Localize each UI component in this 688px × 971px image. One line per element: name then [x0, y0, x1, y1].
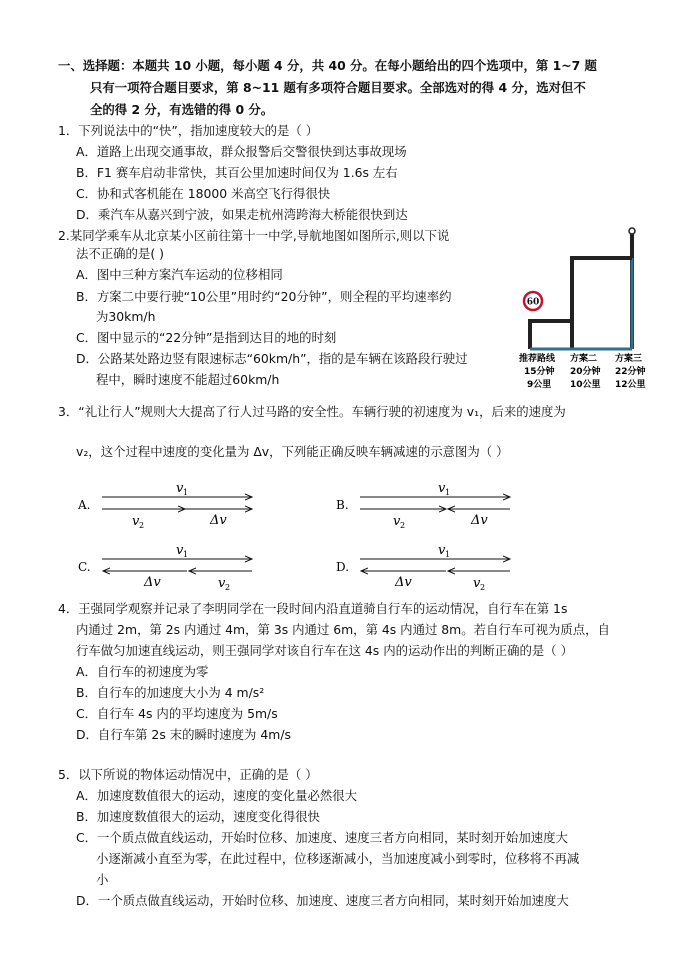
question-5-stem: 5．以下所说的物体运动情况中，正确的是（ ） — [58, 767, 318, 782]
option-b-label: B. — [336, 498, 349, 512]
option-c-v2-sub: 2 — [225, 583, 231, 592]
route-1-path — [530, 321, 572, 349]
question-3-diagrams — [70, 476, 630, 596]
option-d-v1-label: v — [438, 543, 446, 558]
navigation-map-figure — [515, 222, 675, 394]
option-d-v1-sub: 1 — [445, 550, 451, 559]
option-a-v1-sub: 1 — [183, 488, 189, 497]
route-3-time: 22分钟 — [615, 367, 646, 377]
question-3-stem-line1: 3．“礼让行人”规则大大提高了行人过马路的安全性。车辆行驶的初速度为 v₁，后来的速度为 — [58, 404, 566, 419]
question-2-option-b-line2: 为30km/h — [96, 309, 156, 324]
question-2-option-c: C．图中显示的“22分钟”是指到达目的地的时刻 — [76, 330, 337, 345]
route-1-distance: 9公里 — [527, 380, 552, 390]
question-4-stem-line2: 内通过 2m，第 2s 内通过 4m，第 3s 内通过 6m，第 4s 内通过 8m。若自行车可视为质点，自 — [76, 622, 610, 637]
route-1-time: 15分钟 — [524, 367, 555, 377]
option-a-v1-label: v — [176, 481, 184, 496]
question-2-option-d-line2: 程中，瞬时速度不能超过60km/h — [96, 372, 280, 387]
section-header-line1: 一、选择题：本题共 10 小题，每小题 4 分，共 40 分。在每小题给出的四个选项中，第 1~7 题 — [58, 58, 597, 73]
question-4-stem-line1: 4．王强同学观察并记录了李明同学在一段时间内沿直道骑自行车的运动情况，自行车在第 1s — [58, 601, 568, 616]
option-c-v1-label: v — [176, 543, 184, 558]
section-header-line2: 只有一项符合题目要求，第 8~11 题有多项符合题目要求。全部选对的得 4 分，选对但不 — [90, 80, 586, 95]
option-c-v2-label: v — [218, 576, 226, 591]
question-5-option-c-line3: 小 — [96, 872, 109, 887]
option-d-v2-sub: 2 — [480, 583, 486, 592]
question-5-option-b: B．加速度数值很大的运动，速度变化得很快 — [76, 809, 320, 824]
question-4-option-a: A．自行车的初速度为零 — [76, 664, 209, 679]
question-5-option-c-line2: 小逐渐减小直至为零，在此过程中，位移逐渐减小，当加速度减小到零时，位移将不再减 — [96, 851, 580, 866]
option-d-dv-label: Δv — [395, 575, 412, 590]
question-2-stem-line2: 法不正确的是( ) — [76, 246, 164, 261]
route-3-distance: 12公里 — [615, 380, 646, 390]
option-b-v2-sub: 2 — [400, 521, 406, 530]
question-2-option-d-line1: D．公路某处路边竖有限速标志“60km/h”，指的是车辆在该路段行驶过 — [76, 351, 468, 366]
question-1-stem: 1．下列说法中的“快”，指加速度较大的是（ ） — [58, 123, 319, 138]
route-2-distance: 10公里 — [570, 380, 601, 390]
route-2-path — [572, 258, 632, 349]
question-5-option-c-line1: C．一个质点做直线运动，开始时位移、加速度、速度三者方向相同，某时刻开始加速度大 — [76, 830, 568, 845]
option-b-dv-label: Δv — [471, 513, 488, 528]
option-c-label: C. — [78, 560, 91, 574]
option-b-v2-label: v — [393, 514, 401, 529]
question-4-option-d: D．自行车第 2s 末的瞬时速度为 4m/s — [76, 727, 291, 742]
option-d-label: D. — [336, 560, 350, 574]
option-b-v1-sub: 1 — [445, 488, 451, 497]
route-2-name: 方案二 — [570, 354, 598, 364]
question-3-stem-line2: v₂，这个过程中速度的变化量为 Δv，下列能正确反映车辆减速的示意图为（ ） — [76, 444, 509, 459]
option-c-v1-sub: 1 — [183, 550, 189, 559]
option-a-dv-label: Δv — [210, 513, 227, 528]
option-a-v2-label: v — [132, 514, 140, 529]
question-4-option-c: C．自行车 4s 内的平均速度为 5m/s — [76, 706, 278, 721]
route-2-time: 20分钟 — [570, 367, 601, 377]
question-4-stem-line3: 行车做匀加速直线运动，则王强同学对该自行车在这 4s 内的运动作出的判断正确的是（ ） — [76, 643, 573, 658]
section-header-line3: 全的得 2 分，有选错的得 0 分。 — [90, 102, 274, 117]
option-c-dv-label: Δv — [144, 575, 161, 590]
question-2-option-a: A．图中三种方案汽车运动的位移相同 — [76, 267, 283, 282]
destination-marker — [629, 228, 635, 234]
option-a-v2-sub: 2 — [139, 521, 145, 530]
question-5-option-d: D．一个质点做直线运动，开始时位移、加速度、速度三者方向相同，某时刻开始加速度大 — [76, 893, 569, 908]
option-a-label: A. — [78, 498, 91, 512]
question-1-option-a: A．道路上出现交通事故，群众报警后交警很快到达事故现场 — [76, 144, 407, 159]
question-1-option-b: B．F1 赛车启动非常快，其百公里加速时间仅为 1.6s 左右 — [76, 165, 398, 180]
question-4-option-b: B．自行车的加速度大小为 4 m/s² — [76, 685, 265, 700]
question-2-option-b-line1: B．方案二中要行驶“10公里”用时约“20分钟”，则全程的平均速率约 — [76, 289, 452, 304]
question-2-stem-line1: 2.某同学乘车从北京某小区前往第十一中学,导航地图如图所示,则以下说 — [58, 228, 450, 243]
option-b-v1-label: v — [438, 481, 446, 496]
route-3-name: 方案三 — [615, 354, 643, 364]
option-d-v2-label: v — [473, 576, 481, 591]
question-5-option-a: A．加速度数值很大的运动，速度的变化量必然很大 — [76, 788, 358, 803]
speed-limit-value: 60 — [526, 297, 540, 308]
route-1-name: 推荐路线 — [519, 354, 556, 364]
question-1-option-c: C．协和式客机能在 18000 米高空飞行得很快 — [76, 186, 331, 201]
question-1-option-d: D．乘汽车从嘉兴到宁波，如果走杭州湾跨海大桥能很快到达 — [76, 207, 408, 222]
